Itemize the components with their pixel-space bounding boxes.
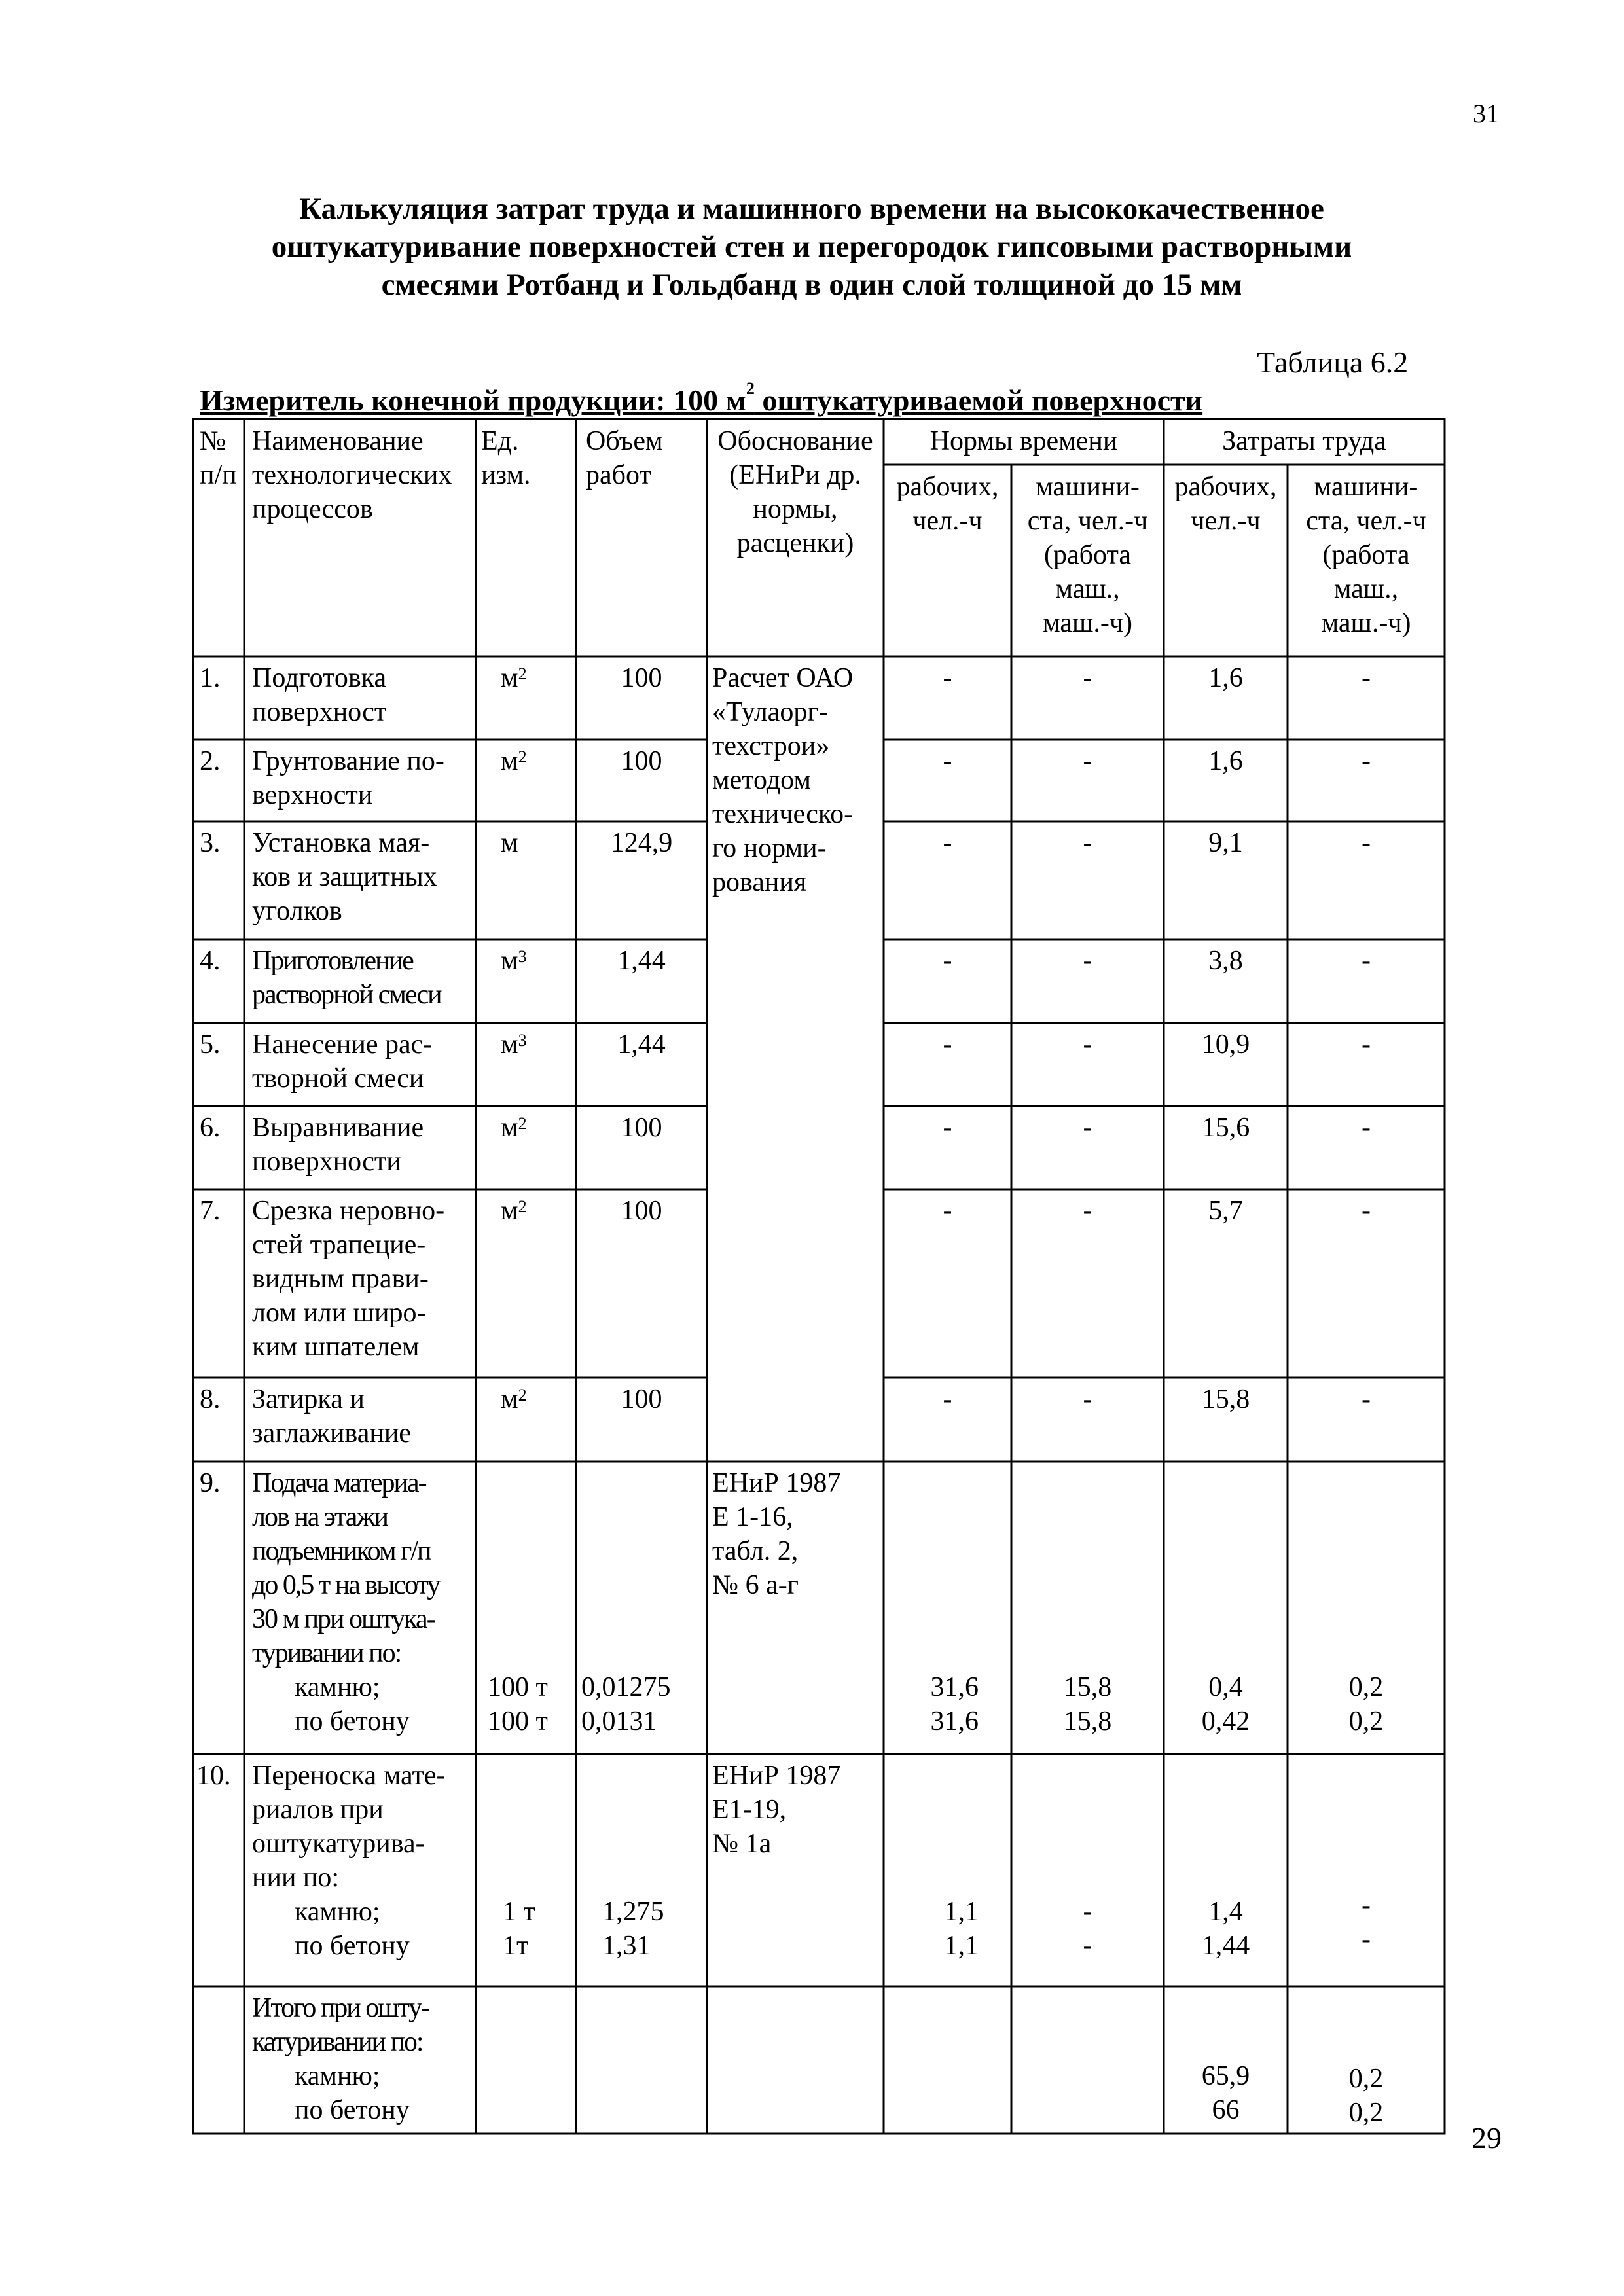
table-row-labor-workers: 9,1	[1208, 828, 1243, 858]
table-row-norm-machinist: -	[1083, 1196, 1092, 1226]
table-row-num: 4.	[200, 946, 221, 976]
table-row-labor-machinist: -	[1362, 1113, 1371, 1143]
table-row-name: Нанесение рас- творной смеси	[252, 1030, 433, 1094]
table-row-num: 7.	[200, 1196, 221, 1226]
table-row-labor-machinist: -	[1362, 1196, 1371, 1226]
table-row-unit: $м^2$	[501, 1384, 527, 1414]
table-row-labor-machinist: 0,2 0,2	[1348, 1672, 1384, 1736]
table-row-name: Срезка неровно- стей трапецие- видным прави- лом или широ- ким шпателем	[252, 1196, 445, 1362]
table-row-labor-machinist: - -	[1362, 1890, 1371, 1954]
header-labor-group: Затраты труда	[1222, 426, 1386, 456]
table-row-basis: ЕНиР 1987 Е 1-16, табл. 2, № 6 а-г	[712, 1468, 841, 1600]
meter-suffix: оштукатуриваемой поверхности	[754, 384, 1203, 417]
table-row-labor-workers: 1,6	[1208, 746, 1243, 776]
table-row-norm-machinist: -	[1083, 1030, 1092, 1060]
header-norms-machinist: машини- ста, чел.-ч (работа маш., маш.-ч)	[1027, 472, 1148, 638]
table-row-norm-machinist: -	[1083, 1384, 1092, 1414]
table-row-norm-machinist: -	[1083, 1113, 1092, 1143]
table-row-num: 1.	[200, 663, 221, 693]
table-row-volume: 100	[621, 1384, 662, 1414]
table-row-num: 10.	[196, 1761, 231, 1791]
title-line: Калькуляция затрат труда и машинного времени на высококачественное	[299, 192, 1324, 226]
header-norms-group: Нормы времени	[929, 426, 1118, 456]
table-row-volume: 1,275 1,31	[602, 1897, 664, 1961]
table-row-labor-machinist: -	[1362, 1384, 1371, 1414]
table-row-name: Установка мая- ков и защитных уголков	[252, 828, 437, 926]
table-row-num: 5.	[200, 1030, 221, 1060]
table-row-name: Грунтование по- верхности	[252, 746, 444, 810]
table-row-labor-workers: 3,8	[1208, 946, 1243, 976]
header-labor-machinist: машини- ста, чел.-ч (работа маш., маш.-ч)	[1306, 472, 1426, 638]
table-row-num: 9.	[200, 1468, 221, 1498]
table-row-unit: м	[501, 828, 518, 858]
table-row-basis: ЕНиР 1987 Е1-19, № 1а	[712, 1761, 841, 1859]
header-labor-workers: рабочих, чел.-ч	[1174, 472, 1277, 536]
table-row-norm-workers: -	[943, 746, 952, 776]
page-number-top: 31	[1473, 99, 1499, 128]
table-row-labor-workers: 10,9	[1201, 1030, 1250, 1060]
table-row-norm-machinist: - -	[1083, 1897, 1092, 1961]
table-row-name: Выравнивание поверхности	[252, 1113, 424, 1177]
table-row-unit: 1 т 1т	[503, 1897, 535, 1961]
table-row-norm-machinist: 15,8 15,8	[1063, 1672, 1112, 1736]
table-row-sub-label: камню; по бетону	[295, 1672, 410, 1736]
header-basis: Обоснование (ЕНиРи др. нормы, расценки)	[717, 426, 873, 558]
table-row-labor-workers: 15,8	[1201, 1384, 1250, 1414]
table-row-labor-machinist: -	[1362, 946, 1371, 976]
table-row-name: Подготовка поверхност	[252, 663, 387, 727]
table-row-norm-workers: -	[943, 946, 952, 976]
table-row-name: Подача материа- лов на этажи подъемником г/п до 0,5 т на высоту 30 м при оштука- туривании по:	[252, 1468, 440, 1668]
table-row-labor-machinist: -	[1362, 1030, 1371, 1060]
table-row-volume: 124,9	[610, 828, 673, 858]
table-row-unit: $м^2$	[501, 746, 527, 776]
table-row-num: 8.	[200, 1384, 221, 1414]
header-name: Наименование технологических процессов	[252, 426, 452, 524]
table-row-num: 2.	[200, 746, 221, 776]
table-row-name: Приготовление растворной смеси	[252, 946, 441, 1010]
total-labor-machinist: 0,2 0,2	[1348, 2064, 1384, 2128]
table-row-num: 6.	[200, 1113, 221, 1143]
table-row-volume: 1,44	[617, 946, 666, 976]
table-row-labor-machinist: -	[1362, 828, 1371, 858]
table-row-name: Затирка и заглаживание	[252, 1384, 411, 1448]
table-row-labor-workers: 15,6	[1201, 1113, 1250, 1143]
table-row-norm-workers: -	[943, 1113, 952, 1143]
page-number-bottom: 29	[1471, 2121, 1502, 2155]
table-row-unit: 100 т 100 т	[488, 1672, 548, 1736]
total-name: Итого при оштy- катуривании по:	[252, 1993, 429, 2057]
shared-basis: Расчет ОАО «Тулаорг- техстрои» методом техническо- го норми- рования	[712, 663, 854, 897]
table-row-labor-workers: 1,4 1,44	[1201, 1897, 1250, 1961]
meter-exponent: 2	[746, 379, 755, 398]
table-row-unit: $м^2$	[501, 1113, 527, 1143]
table-row-norm-workers: -	[943, 663, 952, 693]
table-row-unit: $м^3$	[501, 946, 527, 976]
total-labor-workers: 65,9 66	[1201, 2061, 1250, 2125]
table-row-num: 3.	[200, 828, 221, 858]
table-row-norm-workers: -	[943, 1030, 952, 1060]
table-row-volume: 100	[621, 1113, 662, 1143]
title-line: оштукатуривание поверхностей стен и перегородок гипсовыми растворными	[271, 230, 1352, 264]
table-row-volume: 1,44	[617, 1030, 666, 1060]
header-norms-workers: рабочих, чел.-ч	[896, 472, 999, 536]
table-row-unit: $м^2$	[501, 663, 527, 693]
table-row-unit: $м^2$	[501, 1196, 527, 1226]
table-row-norm-machinist: -	[1083, 946, 1092, 976]
table-row-norm-workers: 1,1 1,1	[944, 1897, 979, 1961]
table-caption: Таблица 6.2	[1257, 346, 1409, 379]
table-row-volume: 0,01275 0,0131	[581, 1672, 671, 1736]
table-row-volume: 100	[621, 746, 662, 776]
meter-prefix: Измеритель конечной продукции: 100 м	[200, 384, 746, 417]
table-row-unit: $м^3$	[501, 1030, 527, 1060]
table-row-labor-machinist: -	[1362, 663, 1371, 693]
table-row-norm-workers: -	[943, 1384, 952, 1414]
table-row-norm-machinist: -	[1083, 828, 1092, 858]
table-row-norm-workers: -	[943, 828, 952, 858]
table-row-norm-machinist: -	[1083, 746, 1092, 776]
table-row-volume: 100	[621, 663, 662, 693]
table-row-volume: 100	[621, 1196, 662, 1226]
table-row-labor-workers: 5,7	[1208, 1196, 1243, 1226]
title-line: смесями Ротбанд и Гольдбанд в один слой толщиной до 15 мм	[381, 268, 1242, 302]
table-row-norm-machinist: -	[1083, 663, 1092, 693]
table-row-labor-machinist: -	[1362, 746, 1371, 776]
header-unit: Ед. изм.	[481, 426, 531, 490]
table-row-name: Переноска мате- риалов при оштукатурива- нии по:	[252, 1761, 446, 1893]
table-row-norm-workers: 31,6 31,6	[930, 1672, 979, 1736]
total-sub-label: камню; по бетону	[295, 2061, 410, 2125]
table-row-norm-workers: -	[943, 1196, 952, 1226]
table-row-labor-workers: 0,4 0,42	[1201, 1672, 1250, 1736]
table-row-sub-label: камню; по бетону	[295, 1897, 410, 1961]
table-row-labor-workers: 1,6	[1208, 663, 1243, 693]
header-volume: Объем работ	[586, 426, 663, 490]
header-num: № п/п	[200, 426, 237, 490]
